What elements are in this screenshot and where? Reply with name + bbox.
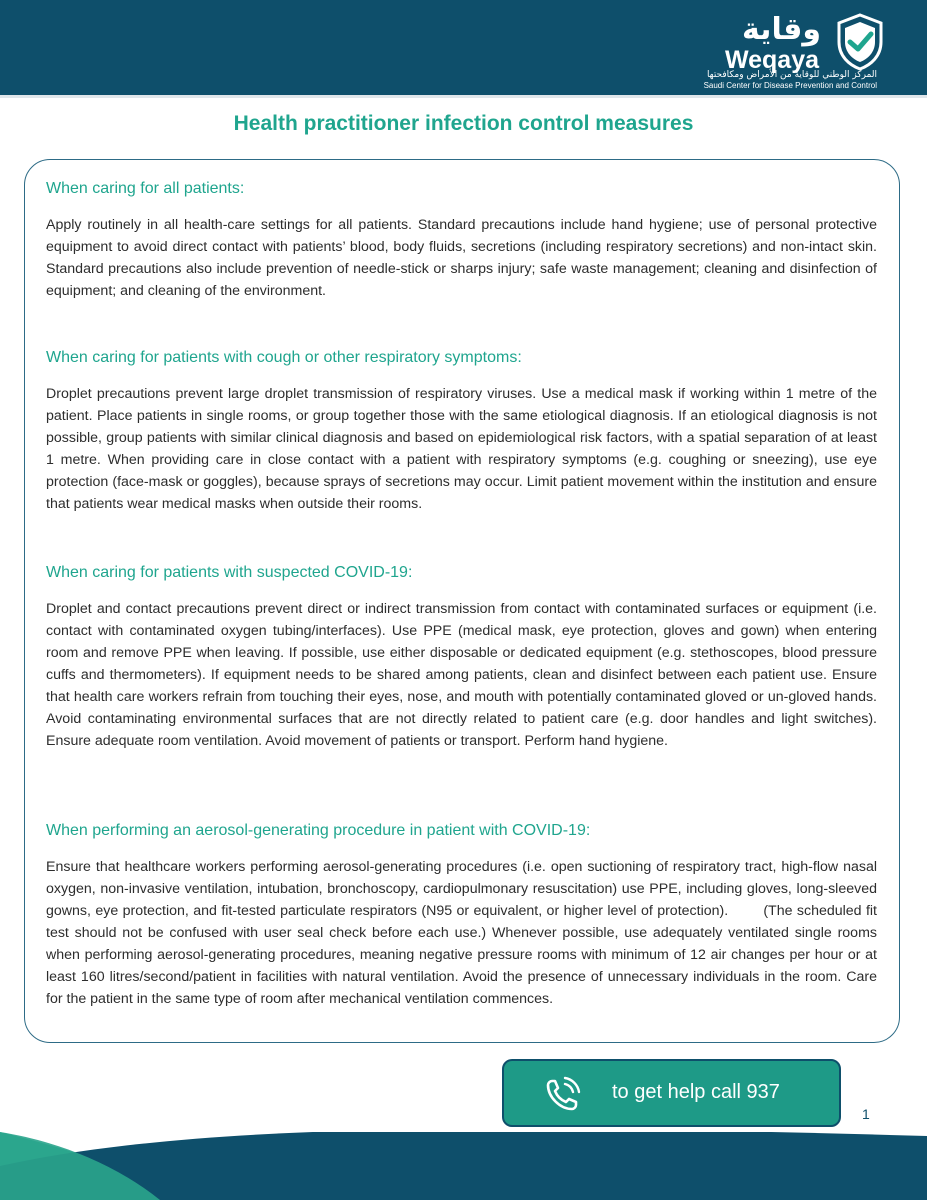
help-call-label: to get help call 937 [612,1081,780,1103]
section-suspected-covid [46,562,877,752]
section-body: Droplet and contact precautions prevent direct or indirect transmission from contact with contaminated surfaces or equipment (i.e. contact with contaminated oxygen tubing/interfaces). Use PPE (medical mask, eye protection, gloves and gown) when entering room and remove PPE when leaving. If possible, use either disposable or dedicated equipment (e.g. stethoscopes, blood pressure cuffs and thermometers). If equipment needs to be shared among patients, clean and disinfect between each patient use. Ensure that health care workers refrain from touching their eyes, nose, and mouth with potentially contaminated gloved or un-gloved hands. Avoid contaminating environmental surfaces that are not directly related to patient care (e.g. door handles and light switches). Ensure adequate room ventilation. Avoid movement of patients or transport. Perform hand hygiene. [46,601,877,749]
shield-icon [833,12,887,72]
section-body: Droplet precautions prevent large droplet transmission of respiratory viruses. Use a medical mask if working within 1 metre of the patient. Place patients in single rooms, or group together those with the same etiological diagnosis. If an etiological diagnosis is not possible, group patients with similar clinical diagnosis and based on epidemiological risk factors, with a spatial separation of at least 1 metre. When providing care in close contact with a patient with respiratory symptoms (e.g. coughing or sneezing), use eye protection (face-mask or goggles), because sprays of secretions may occur. Limit patient movement within the institution and ensure that patients wear medical masks when outside their rooms. [46,386,877,512]
help-call-button[interactable] [502,1059,841,1127]
brand-name-english: Weqaya [724,46,819,74]
brand-name-arabic: وقاية [741,12,821,47]
section-body: Apply routinely in all health-care settings for all patients. Standard precautions include hand hygiene; use of personal protective equipment to avoid direct contact with patients’ blood, body fluids, secretions (including respiratory secretions) and non-intact skin. Standard precautions also include prevention of needle-stick or sharps injury; safe waste management; cleaning and disinfection of equipment; and cleaning of the environment. [46,217,877,299]
page-title: Health practitioner infection control measures [233,112,694,135]
section-heading: When caring for patients with cough or other respiratory symptoms: [46,349,522,366]
section-heading: When performing an aerosol-generating procedure in patient with COVID-19: [46,822,591,839]
footer-wave [0,1132,927,1200]
section-all-patients [46,178,877,302]
weqaya-logo [657,10,917,90]
section-heading: When caring for patients with suspected COVID-19: [46,564,413,581]
page-number: 1 [862,1106,870,1122]
header-banner [0,0,927,98]
section-body: Ensure that healthcare workers performing aerosol-generating procedures (i.e. open suctioning of respiratory tract, high-flow nasal oxygen, non-invasive ventilation, intubation, bronchoscopy, cardiopulmonary resuscitation) use PPE, including gloves, long-sleeved gowns, eye protection, and fit-tested particulate respirators (N95 or equivalent, or higher level of protection). (The scheduled fit test should not be confused with user seal check before each use.) Whenever possible, use adequately ventilated single rooms when performing aerosol-generating procedures, meaning negative pressure rooms with minimum of 12 air changes per hour or at least 160 litres/second/patient in facilities with natural ventilation. Avoid the presence of unnecessary individuals in the room. Care for the patient in the same type of room after mechanical ventilation commences. [46,859,881,1007]
brand-subtitle-arabic: المركز الوطني للوقاية من الأمراض ومكافحتها [706,70,877,80]
section-heading: When caring for all patients: [46,180,245,197]
brand-subtitle-english: Saudi Center for Disease Prevention and Control [703,81,877,90]
section-respiratory-symptoms [46,347,877,515]
section-aerosol-procedure [46,820,881,1010]
phone-icon [544,1075,582,1113]
